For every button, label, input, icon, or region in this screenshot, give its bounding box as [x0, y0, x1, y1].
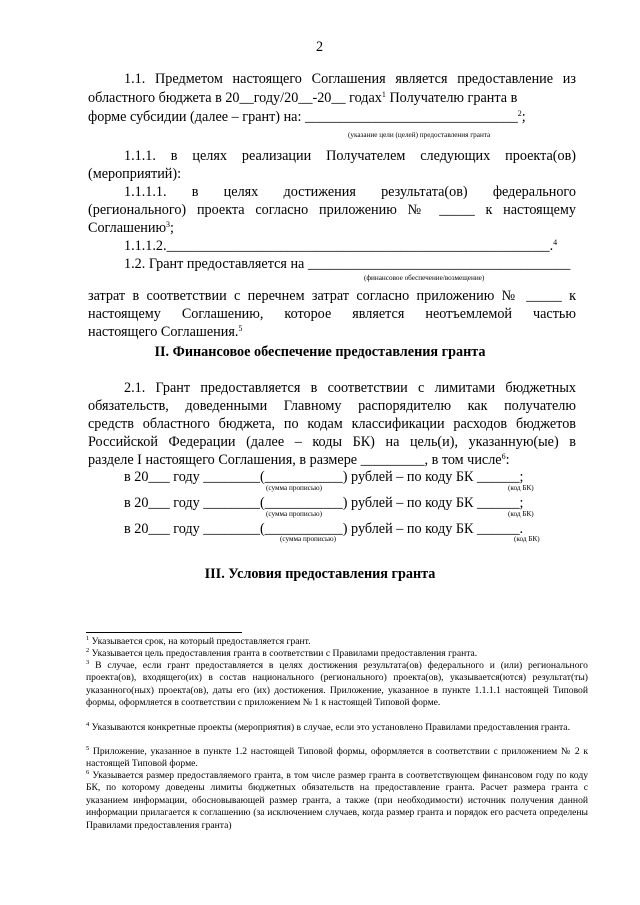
paragraph-1-1-line-2: областного бюджета в 20__году/20__-20__ годах$^1$ Получателю гранта в — [88, 90, 518, 106]
paragraph-2-1-line-4: Российской Федерации (далее – коды БК) на цель(и), указанную(ые) в — [88, 434, 576, 450]
paragraph-2-1-line-3: средств областного бюджета, по кодам классификации расходов бюджетов — [88, 416, 576, 432]
paragraph-1-2-line-4: настоящего Соглашения.$^5$ — [88, 324, 243, 340]
section-2-heading: II. Финансовое обеспечение предоставления гранта — [154, 344, 486, 360]
paragraph-1-1-1-1-line-2: (регионального) проекта согласно приложению № _____ к настоящему — [88, 202, 576, 218]
caption-sum-in-words: (сумма прописью) — [280, 535, 336, 543]
footnote-4: $^4$ Указываются конкретные проекты (мероприятия) в случае, если это установлено Правилами предоставления гранта. — [86, 721, 570, 733]
grant-year-row: в 20___ году ________(___________) рублей – по коду БК ______; — [124, 495, 524, 511]
caption-sum-in-words: (сумма прописью) — [266, 484, 322, 492]
grant-year-row: в 20___ году ________(___________) рублей – по коду БК ______. — [124, 521, 524, 537]
footnote-5: $^5$ Приложение, указанное в пункте 1.2 настоящей Типовой формы, оформляется в соответствии с приложением № 2 к настоящей Типовой форме. — [86, 745, 588, 770]
footnote-2: $^2$ Указывается цель предоставления гранта в соответствии с Правилами предоставления гранта. — [86, 647, 478, 659]
footnote-1: $^1$ Указывается срок, на который предоставляется грант. — [86, 635, 311, 647]
paragraph-2-1-line-5: разделе I настоящего Соглашения, в размере _________, в том числе$^6$: — [88, 452, 510, 468]
footnote-3: $^3$ В случае, если грант предоставляется в целях достижения результата(ов) федерального и (или) регионального проекта(ов), входящего(их) в состав национального (регионального) проекта(ов), указывается(ются) результат(ты) указанного(ных) проекта(ов), даты его (их) достижения. Приложение, указанное в пункте 1.1.1.1 настоящей Типовой формы, оформляется в соответствии с приложением № 1 к настоящей Типовой форме. — [86, 659, 588, 709]
paragraph-1-1-1-1-line-3: Соглашению$^3$; — [88, 220, 174, 236]
paragraph-1-1-1-line-1: 1.1.1. в целях реализации Получателем следующих проекта(ов) — [124, 148, 576, 164]
page-number: 2 — [316, 39, 324, 55]
footnote-6: $^6$ Указывается размер предоставляемого гранта, в том числе размер гранта в соответствующем финансовом году по коду БК, по которому доведены лимиты бюджетных обязательств на предоставление гранта. Расчет размера гранта с указанием информации, обосновывающей размер гранта, а также (при необходимости) источник получения данной информации прилагается к соглашению (за исключением случаев, когда размер гранта и порядок его расчета определены Правилами предоставления гранта) — [86, 769, 589, 831]
paragraph-1-1-line-1: 1.1. Предметом настоящего Соглашения является предоставление из — [124, 71, 576, 87]
paragraph-1-2-line-1: 1.2. Грант предоставляется на _____________________________________ — [124, 256, 571, 272]
caption-bk-code: (код БК) — [514, 535, 540, 543]
section-3-heading: III. Условия предоставления гранта — [204, 566, 436, 582]
grant-year-row: в 20___ году ________(___________) рублей – по коду БК ______; — [124, 469, 524, 485]
paragraph-1-1-1-line-2: (мероприятий): — [88, 166, 182, 182]
paragraph-1-1-1-2: 1.1.1.2.______________________________________________________.$^4$ — [124, 238, 558, 254]
caption-sum-in-words: (сумма прописью) — [266, 510, 322, 518]
paragraph-1-1-line-3: форме субсидии (далее – грант) на: ______________________________$^2$; — [88, 109, 526, 125]
paragraph-2-1-line-2: обязательств, доведенными Главному распорядителю как получателю — [88, 398, 576, 414]
footnote-separator — [86, 632, 242, 633]
paragraph-1-1-1-1-line-1: 1.1.1.1. в целях достижения результата(ов) федерального — [124, 184, 576, 200]
caption-financing-type: (финансовое обеспечение/возмещение) — [364, 274, 485, 282]
paragraph-1-2-line-2: затрат в соответствии с перечнем затрат согласно приложению № _____ к — [88, 288, 576, 304]
paragraph-1-2-line-3: настоящему Соглашению, которое является неотъемлемой частью — [88, 306, 576, 322]
paragraph-2-1-line-1: 2.1. Грант предоставляется в соответствии с лимитами бюджетных — [124, 380, 576, 396]
caption-bk-code: (код БК) — [508, 484, 534, 492]
caption-grant-purpose: (указание цели (целей) предоставления гранта — [348, 131, 491, 139]
caption-bk-code: (код БК) — [508, 510, 534, 518]
